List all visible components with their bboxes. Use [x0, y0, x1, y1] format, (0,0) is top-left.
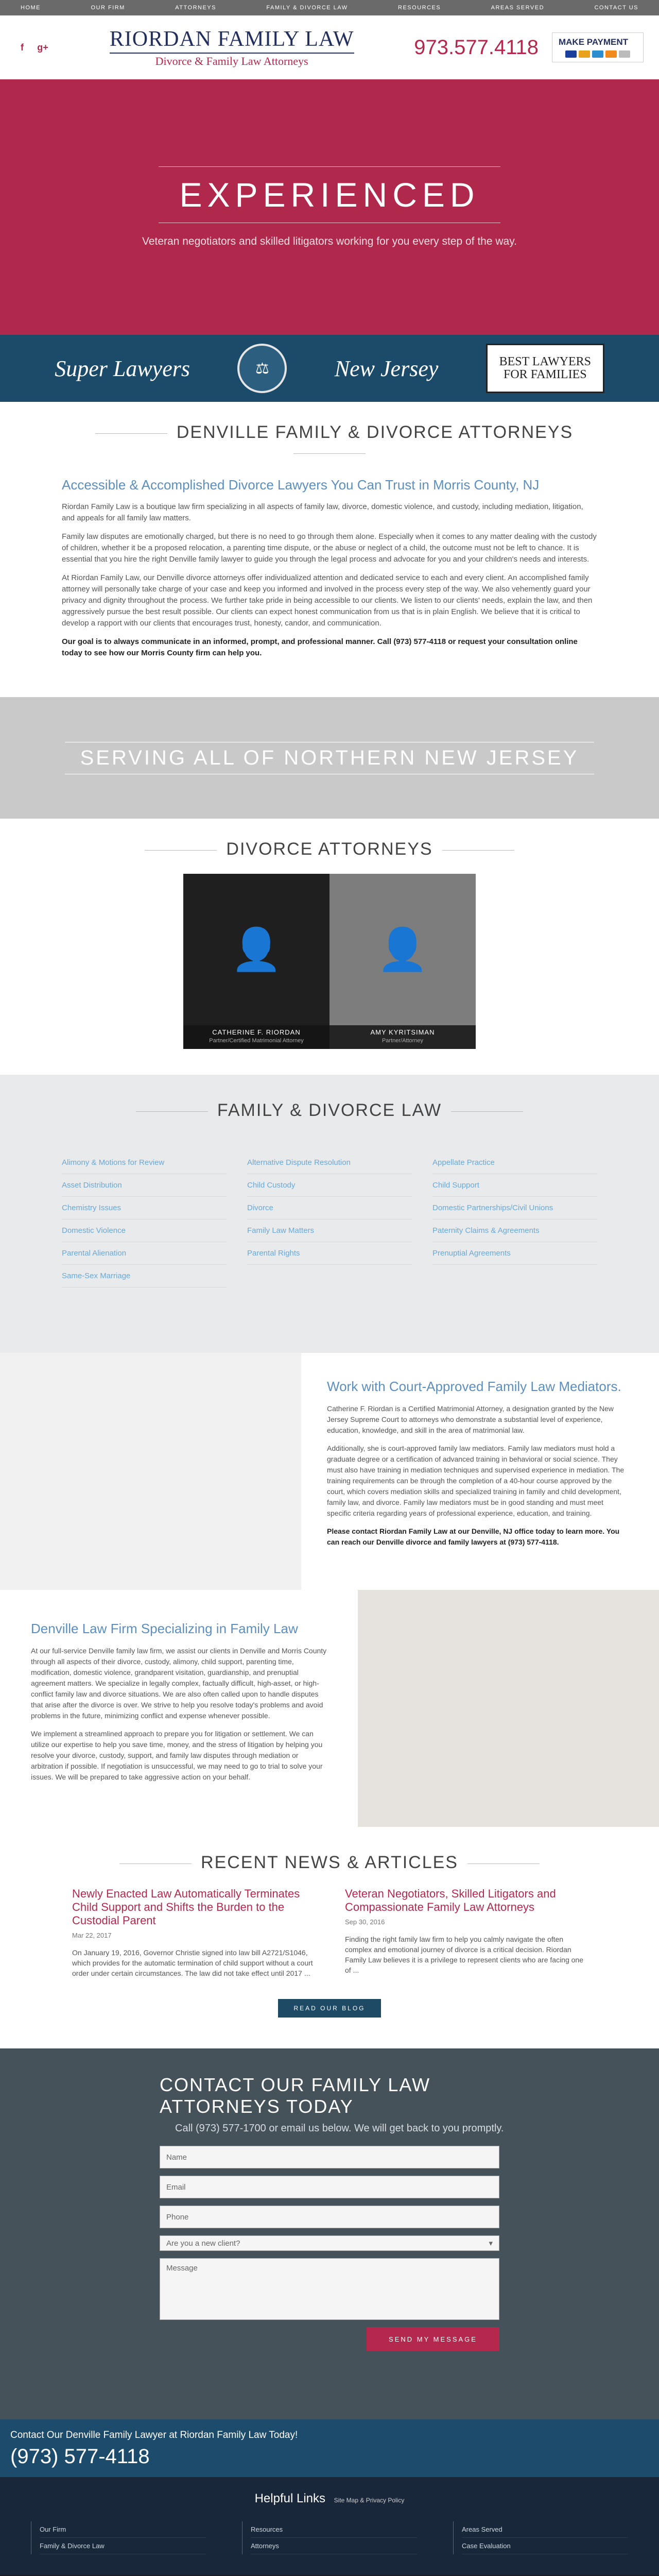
super-lawyers-badge: Super Lawyers — [55, 355, 190, 381]
news-title: RECENT NEWS & ARTICLES — [72, 1853, 587, 1873]
attorney-name: CATHERINE F. RIORDAN — [212, 1028, 301, 1036]
practice-link[interactable]: Family Law Matters — [247, 1219, 412, 1242]
footer-link[interactable]: Case Evaluation — [462, 2538, 628, 2554]
site-header — [0, 15, 659, 79]
google-plus-icon[interactable]: g+ — [37, 42, 48, 53]
new-jersey-badge: New Jersey — [334, 355, 439, 381]
specializing-image — [358, 1590, 659, 1827]
specializing-text — [0, 1590, 358, 1827]
chevron-down-icon: ▾ — [489, 2239, 493, 2248]
specializing-title: Denville Law Firm Specializing in Family Law — [31, 1621, 298, 1636]
practice-link[interactable]: Asset Distribution — [62, 1174, 227, 1197]
contact-title — [160, 2074, 659, 2117]
hero-headline: EXPERIENCED — [159, 166, 500, 223]
practice-list — [62, 1151, 597, 1287]
practice-column — [62, 1151, 227, 1287]
practice-link[interactable]: Same-Sex Marriage — [62, 1265, 227, 1287]
award-badges — [0, 335, 659, 402]
specializing-section — [0, 1590, 659, 1827]
news-post-title[interactable]: Veteran Negotiators, Skilled Litigators and Compassionate Family Law Attorneys — [345, 1887, 556, 1913]
contact-section — [0, 2048, 659, 2419]
news-post-excerpt: Finding the right family law firm to help you calmly navigate the often complex and emotional journey of divorce is a critical decision. Riordan Family Law believes it is a privilege to represent clients who are facing one of ... — [345, 1935, 584, 1974]
helpful-column — [453, 2521, 628, 2554]
make-payment-button[interactable] — [552, 32, 644, 62]
payment-title: MAKE PAYMENT — [558, 37, 629, 47]
news-post-title[interactable]: Newly Enacted Law Automatically Terminates Child Support and Shifts the Burden to the Custodial Parent — [72, 1887, 300, 1927]
top-nav — [0, 0, 659, 15]
footer-bar-phone[interactable]: (973) 577-4118 — [10, 2445, 150, 2468]
mediation-paragraph: Additionally, she is court-approved family law mediators. Family law mediators must hold a graduate degree or a certification of advanced training in behavioral or social science. They must also have training in mediation techniques and supervised experience in mediation. The training requirements can be through the completion of a 40-hour course approved by the court, which covers mediation skills and specialized training in family and child development, family law, and divorce. Family law mediators must be in good standing and must meet specific criteria regarding years of professional experience, education, and training. — [327, 1444, 625, 1517]
practice-areas-section — [0, 1075, 659, 1353]
footer-link[interactable]: Our Firm — [40, 2521, 206, 2538]
mediation-closing: Please contact Riordan Family Law at our Denville, NJ office today to learn more. You can reach our Denville divorce and family lawyers at (973) 577-4118. — [327, 1527, 620, 1546]
specializing-paragraph: At our full-service Denville family law firm, we assist our clients in Denville and Morris County through all aspects of their divorce, custody, alimony, child support, parenting time, modification, domestic violence, grandparent visitation, guardianship, and prenuptial agreement matters. We specialize in legally complex, factually difficult, high-asset, or high-conflict family law and divorce situations. We are also often called upon to handle disputes that arise after the divorce is over. We strive to help you resolve today's problems and avoid problems in the future, minimizing conflict and expense whenever possible. — [31, 1647, 327, 1720]
practice-link[interactable]: Alternative Dispute Resolution — [247, 1151, 412, 1174]
attorneys-section — [0, 819, 659, 1075]
contact-form — [160, 2146, 499, 2351]
brand-name: RIORDAN FAMILY LAW — [109, 27, 354, 51]
best-lawyers-text: BEST LAWYERS FOR FAMILIES — [499, 354, 591, 381]
practice-column — [247, 1151, 412, 1287]
lawpay-icon — [619, 50, 630, 58]
news-post-excerpt: On January 19, 2016, Governor Christie signed into law bill A2721/S1046, which provides for the automatic termination of child support without a court order under certain circumstances. The law did not take effect until 2017 ... — [72, 1948, 313, 1977]
attorney-role: Partner/Certified Matrimonial Attorney — [209, 1038, 304, 1044]
practice-link[interactable]: Prenuptial Agreements — [432, 1242, 597, 1265]
helpful-column — [31, 2521, 206, 2554]
helpful-title — [31, 2492, 628, 2506]
intro-closing: Our goal is to always communicate in an informed, prompt, and professional manner. Call (973) 577-4118 or request your consultation online today to see how our Morris County firm can help you. — [62, 637, 578, 657]
facebook-icon[interactable]: f — [21, 42, 24, 53]
mediation-title: Work with Court-Approved Family Law Mediators. — [327, 1379, 621, 1394]
attorney-caption — [183, 1025, 330, 1049]
practice-link[interactable]: Alimony & Motions for Review — [62, 1151, 227, 1174]
practice-link[interactable]: Child Support — [432, 1174, 597, 1197]
footer-link[interactable]: Attorneys — [251, 2538, 417, 2554]
header-phone[interactable]: 973.577.4118 — [414, 36, 539, 59]
new-client-select-value: Are you a new client? — [166, 2239, 240, 2248]
helpful-columns — [31, 2521, 628, 2554]
practice-link[interactable]: Paternity Claims & Agreements — [432, 1219, 597, 1242]
mediation-section — [0, 1353, 659, 1590]
intro-subtitle: Accessible & Accomplished Divorce Lawyers You Can Trust in Morris County, NJ — [62, 477, 540, 493]
phone-field[interactable]: Phone — [160, 2206, 499, 2228]
helpful-column — [242, 2521, 417, 2554]
footer-bar-text: Contact Our Denville Family Lawyer at Riordan Family Law Today! — [10, 2430, 298, 2441]
attorneys-title: DIVORCE ATTORNEYS — [0, 839, 659, 859]
helpful-title-text: Helpful Links — [254, 2492, 325, 2505]
contact-title-line2: ATTORNEYS TODAY — [160, 2096, 354, 2117]
helpful-links — [0, 2477, 659, 2575]
attorney-card[interactable] — [183, 874, 330, 1049]
attorney-role: Partner/Attorney — [381, 1038, 424, 1044]
attorney-cards — [0, 874, 659, 1049]
nav-our-firm[interactable]: OUR FIRM — [91, 5, 125, 11]
footer-link[interactable]: Resources — [251, 2521, 417, 2538]
email-field[interactable]: Email — [160, 2176, 499, 2198]
hero — [0, 79, 659, 335]
sitemap-link[interactable]: Site Map & Privacy Policy — [334, 2497, 405, 2504]
nav-family-divorce-law[interactable]: FAMILY & DIVORCE LAW — [266, 5, 348, 11]
mediation-paragraph: Catherine F. Riordan is a Certified Matrimonial Attorney, a designation granted by the New Jersey Supreme Court to attorneys who demonstrate a substantial level of experience, education, knowledge, and skill in the area of matrimonial law. — [327, 1404, 614, 1434]
hero-subline: Veteran negotiators and skilled litigators working for you every step of the way. — [142, 235, 517, 247]
mediation-image — [0, 1353, 301, 1590]
mediation-text — [301, 1353, 659, 1590]
attorney-card[interactable] — [330, 874, 476, 1049]
footer-contact-bar — [0, 2419, 659, 2477]
practice-column — [432, 1151, 597, 1287]
news-post-date: Mar 22, 2017 — [72, 1931, 112, 1939]
visa-icon — [565, 50, 577, 58]
nav-resources[interactable]: RESOURCES — [398, 5, 441, 11]
best-lawyers-badge — [486, 344, 604, 393]
seal-icon: ⚖ — [237, 344, 287, 393]
specializing-paragraph: We implement a streamlined approach to prepare you for litigation or settlement. We can utilize our expertise to help you save time, money, and the stress of litigation by helping you resolve your divorce, custody, support, and family law disputes through mediation or arbitration if possible. If negotiation is unsuccessful, we may need to go to trial to solve your issues. We will be prepared to take aggressive action on your behalf. — [31, 1730, 323, 1781]
practice-link[interactable]: Child Custody — [247, 1174, 412, 1197]
nav-attorneys[interactable]: ATTORNEYS — [175, 5, 216, 11]
intro-section — [0, 402, 659, 697]
attorney-caption — [330, 1025, 476, 1049]
serving-banner-text: SERVING ALL OF NORTHERN NEW JERSEY — [65, 742, 595, 774]
practice-link[interactable]: Parental Alienation — [62, 1242, 227, 1265]
read-blog-button[interactable]: READ OUR BLOG — [278, 1999, 381, 2018]
news-posts — [72, 1887, 587, 1978]
attorney-photo: 👤 — [231, 926, 282, 972]
name-field[interactable]: Name — [160, 2146, 499, 2168]
news-post-date: Sep 30, 2016 — [345, 1918, 385, 1926]
news-section — [0, 1827, 659, 2048]
practice-link[interactable]: Parental Rights — [247, 1242, 412, 1265]
practice-link[interactable]: Appellate Practice — [432, 1151, 597, 1174]
nav-areas-served[interactable]: AREAS SERVED — [491, 5, 545, 11]
attorney-photo: 👤 — [377, 926, 428, 972]
serving-banner — [0, 697, 659, 819]
intro-paragraph: Riordan Family Law is a boutique law firm specializing in all aspects of family law, divorce, domestic violence, and custody, including mediation, litigation, and appeals for all family law matters. — [62, 502, 583, 522]
discover-icon — [605, 50, 617, 58]
nav-contact-us[interactable]: CONTACT US — [594, 5, 638, 11]
header-right — [414, 32, 644, 62]
practice-link[interactable]: Domestic Violence — [62, 1219, 227, 1242]
practice-link[interactable]: Divorce — [247, 1197, 412, 1219]
intro-title: DENVILLE FAMILY & DIVORCE ATTORNEYS — [62, 422, 597, 463]
nav-home[interactable]: HOME — [21, 5, 41, 11]
contact-title-line1: CONTACT OUR FAMILY LAW — [160, 2074, 431, 2095]
intro-paragraph: At Riordan Family Law, our Denville divorce attorneys offer individualized attention and dedicated service to each and every client. An accomplished family attorney will personally take charge of your case and keep you informed and involved in the process every step of the way. We also vehemently guard your privacy and dignity throughout the process. We further take pride in being accessible to our clients. We listen to our clients' needs, explain the law, and then aggressively pursue the best result possible. Our clients can expect honest communication from us that is in plain English. We believe that it is critical to develop a rapport with our clients that encourages trust, honesty, candor, and communication. — [62, 573, 593, 628]
new-client-select[interactable] — [160, 2235, 499, 2251]
practice-title: FAMILY & DIVORCE LAW — [62, 1100, 597, 1121]
news-post — [72, 1887, 314, 1978]
practice-link[interactable]: Chemistry Issues — [62, 1197, 227, 1219]
attorney-name: AMY KYRITSIMAN — [370, 1028, 435, 1036]
message-field[interactable]: Message — [160, 2258, 499, 2320]
intro-paragraph: Family law disputes are emotionally charged, but there is no need to go through them alone. Especially when it comes to any matter dealing with the custody of children, whether it be a proposed relocation, a parenting time dispute, or the abuse or neglect of a child, the outcome must not be left to chance. It is essential that you hire the right Denville family lawyer to guide you through the legal process and advocate for you and your children's needs and interests. — [62, 532, 597, 564]
amex-icon — [592, 50, 603, 58]
news-post — [345, 1887, 587, 1978]
payment-card-icons — [559, 50, 637, 58]
send-message-button[interactable]: SEND MY MESSAGE — [367, 2327, 499, 2351]
footer-link[interactable]: Areas Served — [462, 2521, 628, 2538]
footer-link[interactable]: Family & Divorce Law — [40, 2538, 206, 2554]
contact-lead: Call (973) 577-1700 or email us below. We will get back to you promptly. — [175, 2123, 504, 2134]
brand-tagline: Divorce & Family Law Attorneys — [110, 53, 354, 68]
brand-logo[interactable] — [110, 27, 354, 68]
practice-link[interactable]: Domestic Partnerships/Civil Unions — [432, 1197, 597, 1219]
social-links — [15, 41, 49, 54]
mastercard-icon — [579, 50, 590, 58]
